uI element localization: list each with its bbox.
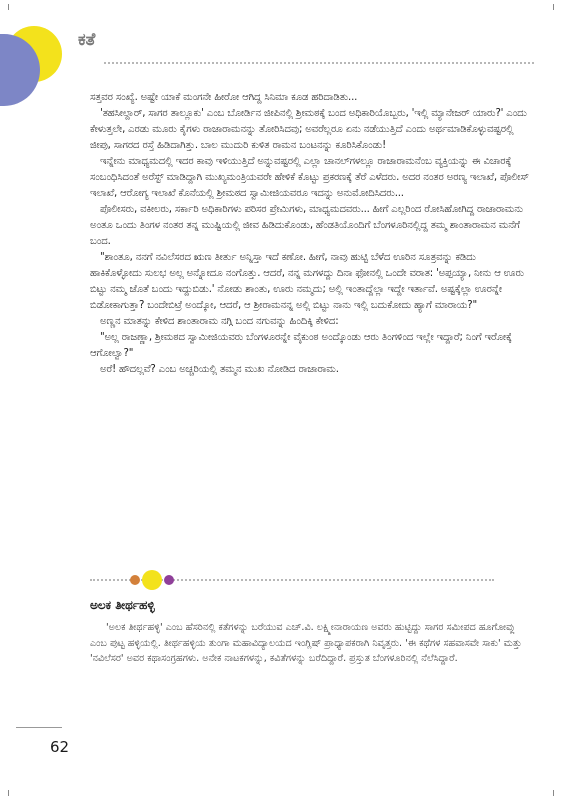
orange-dot-icon bbox=[130, 575, 140, 585]
page-number-rule bbox=[16, 727, 62, 728]
author-name: ಅಲಕ ತೀರ್ಥಹಳ್ಳಿ bbox=[90, 598, 155, 612]
section-title: ಕತೆ bbox=[78, 30, 96, 50]
crop-mark-bottom-left bbox=[8, 790, 9, 796]
purple-dot-icon bbox=[164, 575, 174, 585]
header-dotted-rule bbox=[104, 62, 534, 64]
story-paragraph: ಸತ್ತವರ ಸಂಖ್ಯೆ. ಅಷ್ಟೇ ಯಾಕೆ ಮಂಗನೇ ಹೀರೋ ಆಗಿದ್ದ ಸಿನಿಮಾ ಕೂಡ ಹರಿದಾಡಿತು... bbox=[90, 92, 358, 103]
author-bio-text: 'ಅಲಕ ತೀರ್ಥಹಳ್ಳಿ' ಎಂಬ ಹೆಸರಿನಲ್ಲಿ ಕತೆಗಳನ್ನು ಬರೆಯುವ ಎಚ್.ವಿ. ಲಕ್ಷ್ಮೀನಾರಾಯಣ ಅವರು ಹುಟ್ಟಿದ್ದು ಸಾಗರ ಸಮೀಪದ ಹೂಗೋವ್ಲು ಎಂಬ ಪುಟ್ಟ ಹಳ್ಳಿಯಲ್ಲಿ. ತೀರ್ಥಹಳ್ಳಿಯ ತುಂಗಾ ಮಹಾವಿದ್ಯಾಲಯದ ಇಂಗ್ಲಿಷ್ ಪ್ರಾಧ್ಯಾಪಕರಾಗಿ ನಿವೃತ್ತರು. 'ಈ ಕಥೆಗಳ ಸಹವಾಸವೇ ಸಾಕು' ಮತ್ತು 'ನವಿಲೆಸರ' ಅವರ ಕಥಾಸಂಗ್ರಹಗಳು. ಅನೇಕ ನಾಟಕಗಳನ್ನು, ಕವಿತೆಗಳನ್ನು ಬರೆದಿದ್ದಾರೆ. ಪ್ರಸ್ತುತ ಬೆಂಗಳೂರಿನಲ್ಲಿ ನೆಲೆಸಿದ್ದಾರೆ. bbox=[90, 622, 522, 664]
crop-mark-top-right bbox=[553, 4, 554, 10]
author-bio bbox=[90, 620, 530, 667]
yellow-dot-icon bbox=[142, 570, 162, 590]
story-body bbox=[90, 90, 530, 378]
page-number: 62 bbox=[50, 738, 70, 756]
story-paragraph: 'ತಹಸೀಲ್ದಾರ್, ಸಾಗರ ತಾಲ್ಲೂಕು' ಎಂಬ ಬೋರ್ಡಿನ ಜೀಪಿನಲ್ಲಿ ಶ್ರೀಮಠಕ್ಕೆ ಬಂದ ಅಧಿಕಾರಿಯೊಬ್ಬರು, 'ಇಲ್ಲಿ ಮ್ಯಾನೇಜರ್ ಯಾರು?' ಎಂದು ಕೇಳುತ್ತಲೇ, ಎರಡು ಮೂರು ಕೈಗಳು ರಾಜಾರಾಮನನ್ನು ತೋರಿಸಿದವು; ಅವರೆಲ್ಲರೂ ಏನು ನಡೆಯುತ್ತಿದೆ ಎಂದು ಅರ್ಥಮಾಡಿಕೊಳ್ಳುವಷ್ಟರಲ್ಲಿ ಜೀಪು, ಸಾಗರದ ರಸ್ತೆ ಹಿಡಿದಾಗಿತ್ತು. ಬಾಲ ಮುದುರಿ ಕುಳಿತ ರಾಮನ ಬಂಟನನ್ನು ಕೂರಿಸಿಕೊಂಡು! bbox=[90, 108, 527, 151]
story-paragraph: ಅಣ್ಣನ ಮಾತನ್ನು ಕೇಳಿದ ಶಾಂತಾರಾಮ ನಗ್ಗಿ ಬಂದ ನಗುವನ್ನು ಹಿಂದಿಕ್ಕಿ ಕೇಳಿದ: bbox=[100, 316, 339, 327]
story-paragraph: "ಅಲ್ಲ ರಾಜಣ್ಣಾ, ಶ್ರೀಮಠದ ಸ್ವಾಮೀಜಿಯವರು ಬೆಂಗಳೂರನ್ನೇ ವೈಕುಂಠ ಅಂದ್ಕೊಂಡು ಆರು ತಿಂಗಳಿಂದ ಇಲ್ಲೇ ಇದ್ದಾರೆ; ನಿಂಗೆ ಇರೋಕ್ಕೆ ಆಗೋಲ್ವಾ?" bbox=[90, 332, 512, 359]
story-paragraph: ಪೊಲೀಸರು, ವಕೀಲರು, ಸರ್ಕಾರಿ ಅಧಿಕಾರಿಗಳು ಪರಿಸರ ಪ್ರೇಮಿಗಳು, ಮಾಧ್ಯಮದವರು... ಹೀಗೆ ಎಲ್ಲರಿಂದ ರೋಸಿಹೋಗಿದ್ದ ರಾಜಾರಾಮನು ಅಂತೂ ಒಂದು ತಿಂಗಳ ನಂತರ ತನ್ನ ಮುಷ್ಟಿಯಲ್ಲಿ ಜೀವ ಹಿಡಿದುಕೊಂಡು, ಹೆಂಡತಿಯೊಂದಿಗೆ ಬೆಂಗಳೂರಿನಲ್ಲಿದ್ದ ತಮ್ಮ ಶಾಂತಾರಾಮನ ಮನೆಗೆ ಬಂದ. bbox=[90, 204, 523, 247]
story-paragraph: ಅರೆ! ಹೌದಲ್ಲವೆ? ಎಂಬ ಅಚ್ಚರಿಯಲ್ಲಿ ತಮ್ಮನ ಮುಖ ನೋಡಿದ ರಾಜಾರಾಮ. bbox=[100, 364, 339, 375]
story-paragraph: "ಶಾಂತೂ, ನನಗೆ ನವಿಲೆಸರದ ಋಣ ತೀರ್ತು ಅನ್ನಿಸ್ತಾ ಇದೆ ಕಣೋ. ಹೀಗೆ, ನಾವು ಹುಟ್ಟಿ ಬೆಳೆದ ಊರಿನ ಸೂತ್ರವನ್ನು ಕಡಿದು ಹಾಕಿಕೊಳ್ಳೋದು ಸುಲಭ ಅಲ್ಲ ಅನ್ನೋದೂ ನಂಗೊತ್ತು. ಆದರೆ, ನನ್ನ ಮಗಳದ್ದು ದಿನಾ ಫೋನಲ್ಲಿ ಒಂದೇ ವರಾತ: 'ಅಪ್ಪಯ್ಯಾ, ನೀನು ಆ ಊರು ಬಿಟ್ಟು ನಮ್ಮ ಜೊತೆ ಬಂದು ಇದ್ದುಬಿಡು.' ನೋಡು ಶಾಂತು, ಊರು ನಮ್ಮದು; ಅಲ್ಲಿ ಇಂತಾದ್ದೆಲ್ಲಾ ಇದ್ದೇ ಇರ್ತಾವೆ. ಅಷ್ಟಕ್ಕೆಲ್ಲಾ ಊರನ್ನೇ ಬಿಡೋಕಾಗುತ್ತಾ? ಬಂದೇಬಿಟ್ರೆ ಅಂದ್ಕೋ, ಆದರೆ, ಆ ಶ್ರೀರಾಮನನ್ನ ಅಲ್ಲಿ ಬಿಟ್ಟು ನಾನು ಇಲ್ಲಿ ಬದುಕೋದು ಹ್ಯಾಗೆ ಮಾರಾಯ?" bbox=[90, 252, 524, 311]
decorative-beads bbox=[130, 570, 180, 590]
crop-mark-top-left bbox=[8, 4, 9, 10]
story-paragraph: ಇನ್ನೇನು ಮಾಧ್ಯಮದಲ್ಲಿ ಇದರ ಕಾವು ಇಳಿಯುತ್ತಿದೆ ಅನ್ನುವಷ್ಟರಲ್ಲಿ ಎಲ್ಲಾ ಚಾನಲ್‌ಗಳಲ್ಲೂ ರಾಜಾರಾಮನೆಂಬ ವ್ಯಕ್ತಿಯನ್ನು ಈ ವಿಚಾರಕ್ಕೆ ಸಂಬಂಧಿಸಿದಂತೆ ಅರೆಸ್ಟ್ ಮಾಡಿದ್ದಾಗಿ ಮುಖ್ಯಮಂತ್ರಿಯವರೇ ಹೇಳಿಕೆ ಕೊಟ್ಟು ಪ್ರಕರಣಕ್ಕೆ ತೆರೆ ಎಳೆದರು. ಅದರ ನಂತರ ಅರಣ್ಯ ಇಲಾಖೆ, ಪೊಲೀಸ್ ಇಲಾಖೆ, ಆರೋಗ್ಯ ಇಲಾಖೆ ಕೊನೆಯಲ್ಲಿ ಶ್ರೀಮಠದ ಸ್ವಾಮೀಜಿಯವರೂ ಇದನ್ನು ಅನುಮೋದಿಸಿದರು... bbox=[90, 156, 529, 199]
crop-mark-bottom-right bbox=[553, 790, 554, 796]
